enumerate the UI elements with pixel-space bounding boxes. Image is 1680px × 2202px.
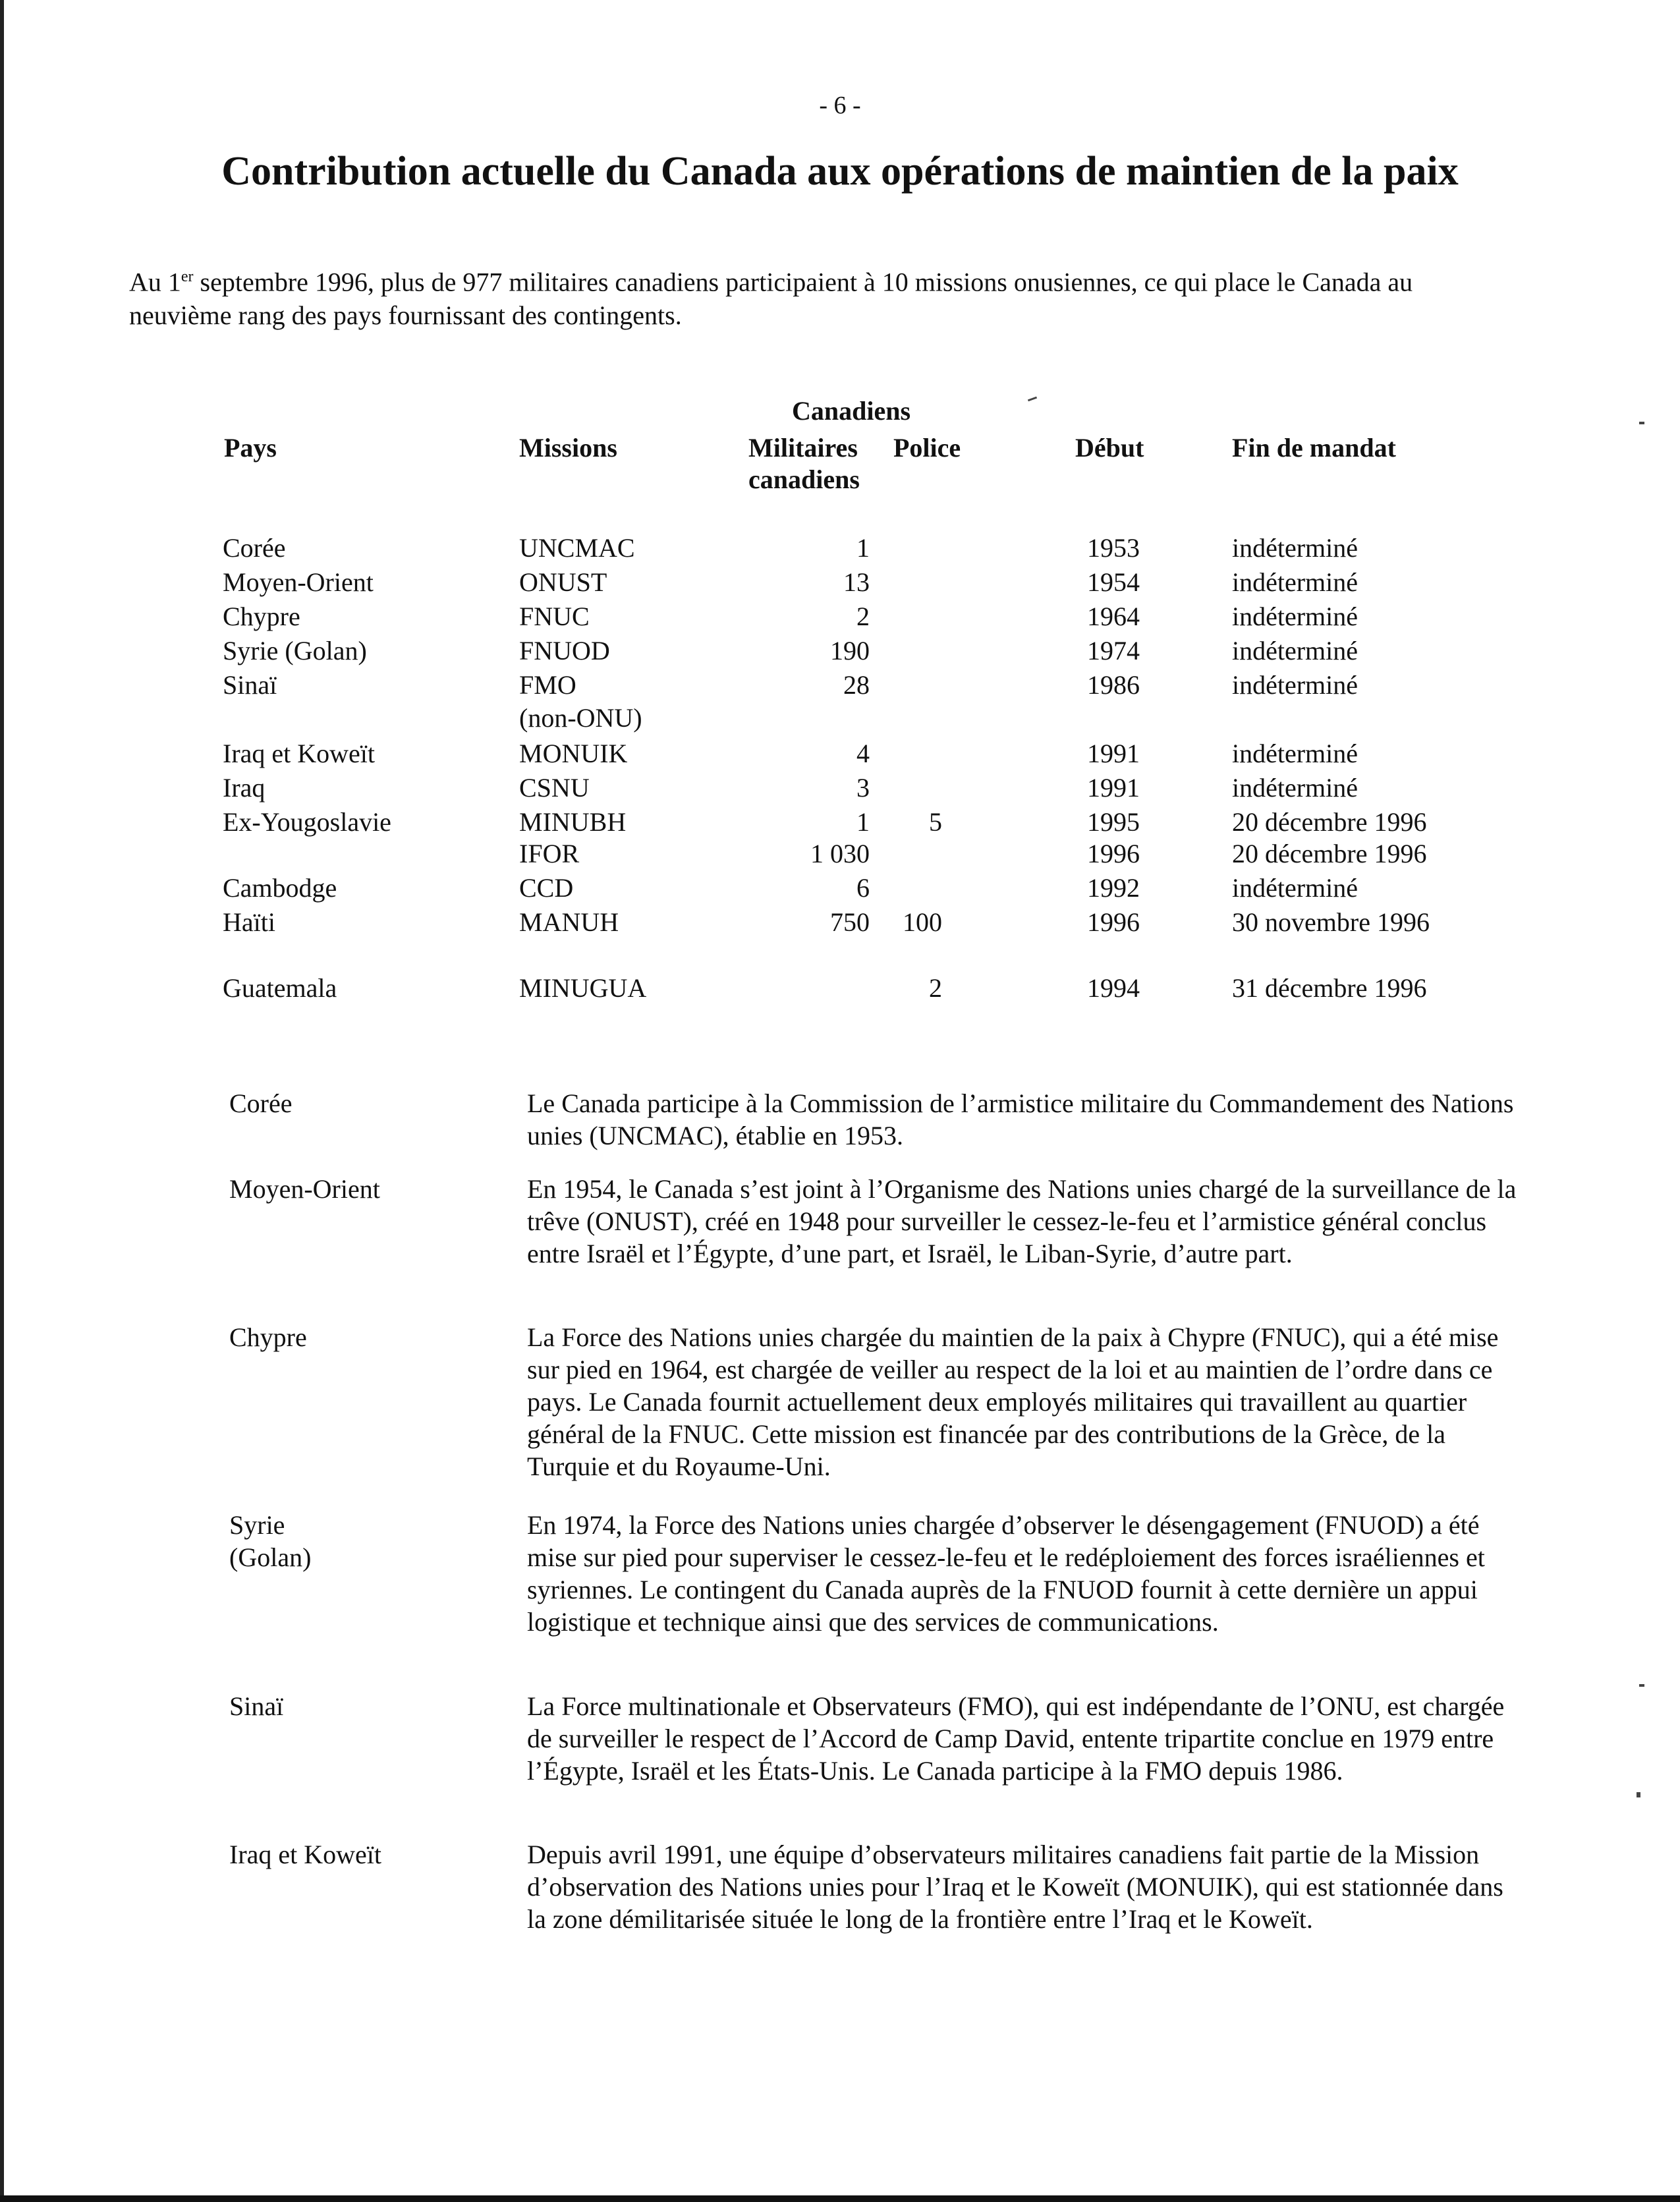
table-cell-pays: Moyen-Orient	[223, 567, 374, 597]
table-cell-pays: Ex-Yougoslavie	[223, 807, 391, 837]
intro-start: Au 1	[129, 267, 181, 297]
table-cell-militaires: 13	[843, 567, 870, 597]
table-cell-militaires: 2	[856, 602, 870, 631]
table-cell-militaires: 1	[856, 533, 870, 563]
table-cell-debut: 1992	[1087, 873, 1140, 903]
description-label	[229, 1509, 480, 1573]
description-label: Iraq et Koweït	[229, 1840, 382, 1869]
header-canadiens-sub: canadiens	[748, 465, 860, 494]
header-pays: Pays	[224, 433, 277, 463]
table-cell-mission: MANUH	[519, 907, 619, 937]
description-text: En 1974, la Force des Nations unies chargée d’observer le désengagement (FNUOD) a été mise sur pied pour superviser le cessez-le-feu et le redéploiement des forces israéliennes et syriennes. Le contingent du Canada auprès de la FNUOD fournit à cette dernière un appui logistique et technique ainsi que des services de communications.	[527, 1510, 1485, 1637]
table-cell-mission: MINUBH	[519, 807, 627, 837]
table-cell-pays: Syrie (Golan)	[223, 636, 367, 665]
description-text: En 1954, le Canada s’est joint à l’Organisme des Nations unies chargé de la surveillance de la trêve (ONUST), créé en 1948 pour surveiller le cessez-le-feu et l’armistice général conclus entre Israël et l’Égypte, d’une part, et Israël, le Liban-Syrie, d’autre part.	[527, 1174, 1517, 1268]
description-label: Sinaï	[229, 1691, 284, 1721]
scan-mark	[1028, 397, 1037, 402]
table-cell-debut: 1974	[1087, 636, 1140, 665]
table-cell-fin: indéterminé	[1232, 567, 1358, 597]
table-cell-fin: indéterminé	[1232, 773, 1358, 803]
table-cell-debut: 1994	[1087, 973, 1140, 1003]
table-cell-fin: indéterminé	[1232, 873, 1358, 903]
scan-edge-bottom	[0, 2195, 1680, 2202]
table-cell-militaires: 28	[843, 670, 870, 700]
table-cell-debut: 1996	[1087, 839, 1140, 868]
table-cell-mission: CSNU	[519, 773, 590, 803]
intro-superscript: er	[181, 268, 194, 285]
table-cell-fin: indéterminé	[1232, 636, 1358, 665]
description-text: La Force multinationale et Observateurs (FMO), qui est indépendante de l’ONU, est chargée de surveiller le respect de l’Accord de Camp David, entente tripartite conclue en 1979 entre l’Égypte, Israël et les États-Unis. Le Canada participe à la FMO depuis 1986.	[527, 1691, 1505, 1786]
table-cell-mission: FNUC	[519, 602, 590, 631]
table-cell-mission: MONUIK	[519, 739, 628, 768]
description-text: Le Canada participe à la Commission de l’armistice militaire du Commandement des Nations unies (UNCMAC), établie en 1953.	[527, 1088, 1514, 1150]
table-cell-mission: UNCMAC	[519, 533, 635, 563]
table-cell-mission: MINUGUA	[519, 973, 647, 1003]
table-cell-fin: 20 décembre 1996	[1232, 807, 1427, 837]
table-cell-militaires: 3	[856, 773, 870, 803]
description-label-line: Syrie	[229, 1510, 285, 1540]
table-cell-police: 100	[903, 907, 942, 937]
table-cell-fin: indéterminé	[1232, 670, 1358, 700]
table-cell-mission: CCD	[519, 873, 574, 903]
scan-edge-left	[0, 0, 4, 2202]
description-text: Depuis avril 1991, une équipe d’observateurs militaires canadiens fait partie de la Mission d’observation des Nations unies pour l’Iraq et le Koweït (MONUIK), qui est stationnée dans la zone démilitarisée située le long de la frontière entre l’Iraq et le Koweït.	[527, 1840, 1503, 1934]
header-fin-de-mandat: Fin de mandat	[1232, 433, 1396, 463]
description-label: Chypre	[229, 1322, 307, 1352]
table-cell-pays: Haïti	[223, 907, 275, 937]
table-cell-debut: 1964	[1087, 602, 1140, 631]
scan-mark	[1637, 1792, 1640, 1797]
table-cell-militaires: 6	[856, 873, 870, 903]
table-cell-pays: Sinaï	[223, 670, 277, 700]
table-cell-pays: Iraq	[223, 773, 266, 803]
table-cell-debut: 1996	[1087, 907, 1140, 937]
table-cell-militaires: 1	[856, 807, 870, 837]
table-cell-debut: 1954	[1087, 567, 1140, 597]
page-number: - 6 -	[819, 92, 861, 119]
header-debut: Début	[1075, 433, 1144, 463]
description-label: Corée	[229, 1088, 293, 1118]
table-cell-debut: 1995	[1087, 807, 1140, 837]
table-cell-pays: Iraq et Koweït	[223, 739, 376, 768]
table-cell-police: 5	[929, 807, 942, 837]
table-cell-pays: Chypre	[223, 602, 300, 631]
table-cell-militaires: 190	[830, 636, 870, 665]
table-cell-fin: 31 décembre 1996	[1232, 973, 1427, 1003]
header-canadiens: Canadiens	[792, 396, 911, 426]
scan-mark	[1639, 1684, 1644, 1687]
table-cell-mission: ONUST	[519, 567, 607, 597]
table-cell-militaires: 1 030	[810, 839, 870, 868]
table-cell-debut: 1986	[1087, 670, 1140, 700]
intro-rest: septembre 1996, plus de 977 militaires canadiens participaient à 10 missions onusiennes, ce qui place le Canada au neuvième rang des pays fournissant des contingents.	[129, 267, 1413, 331]
table-cell-debut: 1991	[1087, 739, 1140, 768]
description-label-line: (Golan)	[229, 1542, 312, 1572]
table-cell-fin: indéterminé	[1232, 533, 1358, 563]
table-cell-fin: 30 novembre 1996	[1232, 907, 1430, 937]
table-cell-debut: 1953	[1087, 533, 1140, 563]
description-label: Moyen-Orient	[229, 1174, 380, 1204]
table-cell-mission: FMO	[519, 670, 576, 700]
header-missions: Missions	[519, 433, 617, 463]
table-cell-fin: 20 décembre 1996	[1232, 839, 1427, 868]
page-title: Contribution actuelle du Canada aux opérations de maintien de la paix	[221, 149, 1459, 194]
table-cell-police: 2	[929, 973, 942, 1003]
table-cell-mission: IFOR	[519, 839, 580, 868]
description-text: La Force des Nations unies chargée du maintien de la paix à Chypre (FNUC), qui a été mise sur pied en 1964, est chargée de veiller au respect de la loi et au maintien de l’ordre dans ce pays. Le Canada fournit actuellement deux employés militaires qui travaillent au quartier général de la FNUC. Cette mission est financée par des contributions de la Grèce, de la Turquie et du Royaume-Uni.	[527, 1322, 1499, 1481]
table-cell-pays: Cambodge	[223, 873, 337, 903]
header-militaires: Militaires	[748, 433, 858, 463]
table-cell-militaires: 750	[830, 907, 870, 937]
table-cell-debut: 1991	[1087, 773, 1140, 803]
table-cell-fin: indéterminé	[1232, 739, 1358, 768]
table-cell-fin: indéterminé	[1232, 602, 1358, 631]
scan-mark	[1639, 422, 1644, 424]
table-cell-mission-note: (non-ONU)	[519, 703, 642, 733]
intro-paragraph	[129, 260, 1499, 332]
table-cell-mission: FNUOD	[519, 636, 610, 665]
table-cell-pays: Guatemala	[223, 973, 337, 1003]
header-police: Police	[893, 433, 961, 463]
table-cell-pays: Corée	[223, 533, 286, 563]
table-cell-militaires: 4	[856, 739, 870, 768]
